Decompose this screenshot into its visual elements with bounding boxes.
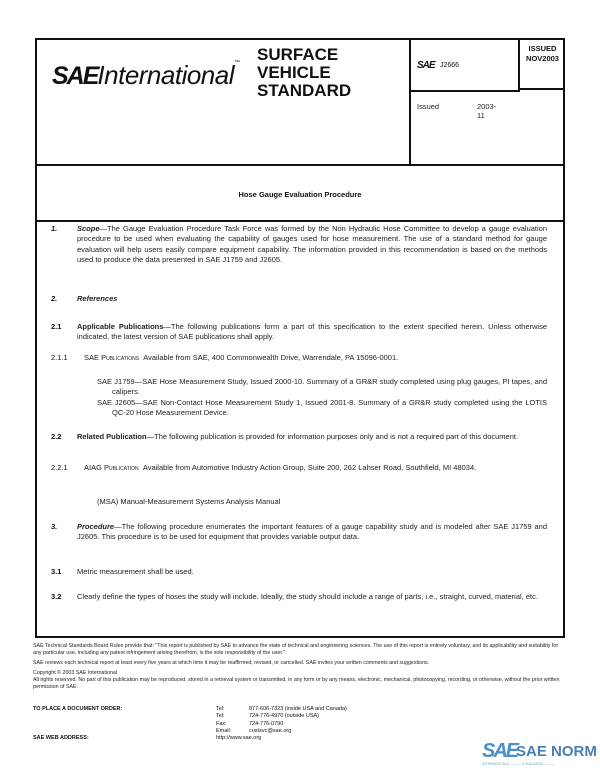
web-address-link[interactable]: http://www.sae.org — [216, 735, 262, 742]
section-procedure — [77, 522, 547, 543]
reference-item: SAE J2605—SAE Non-Contact Hose Measurement Study 1, Issued 2001-8. Summary of a GR&R study completed using the LOTIS QC-20 Hose Measurement Device. — [97, 398, 547, 418]
issued-badge — [520, 40, 565, 90]
footer-copyright: Copyright © 2003 SAE International — [33, 670, 117, 676]
contact-key: Tel: — [216, 713, 225, 720]
order-label: TO PLACE A DOCUMENT ORDER: — [33, 706, 123, 712]
section-number: 2.1.1 — [51, 353, 68, 362]
section-sae-publications — [84, 353, 547, 363]
document-title: Hose Gauge Evaluation Procedure — [238, 190, 362, 199]
document-number: J2666 — [440, 62, 460, 69]
document-number-cell — [411, 40, 520, 92]
sae-international-logo — [52, 60, 240, 91]
footer-review: SAE reviews each technical report at least every five years at which time it may be reaffirmed, revised, or cancelled. SAE invites your written comments and suggestions. — [33, 660, 430, 666]
issued-badge-date: NOV2003 — [526, 54, 559, 63]
contact-email-link[interactable]: custsvc@sae.org — [249, 727, 292, 734]
trademark-symbol: ™ — [234, 60, 241, 66]
section-number: 3.2 — [51, 592, 62, 601]
section-text: —The following procedure enumerates the important features of a gauge capability study and is modeled after SAE J1759 and J2605. This procedure is to be used for equipment that provides variable output data. — [77, 522, 547, 542]
section-heading: Procedure — [77, 522, 115, 531]
issued-label: Issued — [417, 102, 440, 111]
section-applicable-publications — [77, 322, 547, 343]
section-heading: SAE Publications — [84, 353, 140, 362]
document-header — [37, 40, 563, 166]
section-heading-references: References — [77, 294, 118, 303]
issued-row — [417, 102, 497, 120]
standard-type-line-3: STANDARD — [257, 81, 352, 100]
contact-phone-international[interactable]: 724-776-4970 (outside USA) — [249, 713, 320, 720]
section-text: —The following publications form a part of this specification to the extent specified herein. Unless otherwise indicated, the latest version of SAE publications shall apply. — [77, 322, 547, 342]
section-aiag-publication — [84, 463, 547, 473]
section-heading: AIAG Publication — [84, 463, 139, 472]
section-number: 2.2 — [51, 432, 62, 441]
section-number: 3. — [51, 522, 58, 531]
issued-date: 2003-11 — [477, 102, 497, 120]
sae-norm-watermark — [482, 740, 600, 776]
section-metric-measurement: Metric measurement shall be used. — [77, 567, 194, 576]
standard-type — [257, 46, 351, 100]
section-number: 2. — [51, 294, 58, 303]
watermark-sae-logo: SAE — [482, 740, 518, 762]
section-heading: Applicable Publications — [77, 322, 164, 331]
contact-phone-domestic[interactable]: 877-606-7323 (inside USA and Canada) — [249, 706, 347, 712]
section-number: 2.1 — [51, 322, 62, 331]
section-text: Available from Automotive Industry Action Group, Suite 200, 262 Lahser Road, Southfield, MI 48034. — [142, 463, 477, 472]
section-text: —The Gauge Evaluation Procedure Task Force was formed by the Non Hydraulic Hose Committee to develop a gauge evaluation procedure to be used when evaluating the capability of gauges used for hose measurement. The use of a standard method for gauge evaluation will help users easily compare equipment capability. The information provided in this recommendation is based on the methods used to produce the data presented in SAE J1759 and J2605. — [77, 224, 547, 265]
logo-sae-text: SAE — [52, 62, 98, 90]
watermark-name: SAE NORM — [516, 743, 597, 760]
section-number: 1. — [51, 224, 58, 233]
contact-fax: 724-776-0790 — [249, 720, 284, 727]
header-info-panel — [409, 40, 565, 164]
logo-international-text: International — [97, 60, 235, 90]
document-frame — [35, 38, 565, 638]
section-heading: Related Publication — [77, 432, 147, 441]
section-text: —The following publication is provided for information purposes only and is not a required part of this document. — [146, 432, 519, 441]
contact-key: Email: — [216, 727, 232, 734]
issued-badge-label: ISSUED — [528, 44, 557, 53]
reference-item: (MSA) Manual-Measurement Systems Analysis Manual — [97, 497, 281, 506]
legal-footer — [33, 643, 568, 694]
watermark-subtitle: INTERNATIONAL ——— STANDARDS ——— — [482, 762, 555, 766]
section-hose-types: Clearly define the types of hoses the study will include. Ideally, the study should include a range of parts, i.e., straight, curved, material, etc. — [77, 592, 538, 601]
sae-small-logo: SAE — [417, 60, 435, 71]
footer-rights: All rights reserved. No part of this publication may be reproduced, stored in a retrieval system or transmitted, in any form or by any means, electronic, mechanical, photocopying, recording, or otherwise, without the prior written permission of SAE. — [33, 677, 560, 690]
section-number: 3.1 — [51, 567, 62, 576]
section-heading: Scope — [77, 224, 100, 233]
section-number: 2.2.1 — [51, 463, 68, 472]
contact-key: Fax: — [216, 720, 227, 727]
footer-rules: SAE Technical Standards Board Rules provide that: "This report is published by SAE to advance the state of technical and engineering sciences. The use of this report is entirely voluntary, and its applicability and suitability for any particular use, including any patent infringement arising therefrom, is the sole responsibility of the user." — [33, 643, 559, 656]
standard-type-line-2: VEHICLE — [257, 63, 331, 82]
title-band — [37, 164, 563, 222]
web-address-label: SAE WEB ADDRESS: — [33, 735, 89, 741]
section-related-publication — [77, 432, 547, 442]
standard-type-line-1: SURFACE — [257, 45, 339, 64]
reference-item: SAE J1759—SAE Hose Measurement Study, Issued 2000-10. Summary of a GR&R study completed using plug gauges, PI tapes, and calipers. — [97, 377, 547, 397]
contact-key: Tel: — [216, 706, 225, 712]
section-text: Available from SAE, 400 Commonwealth Drive, Warrendale, PA 15096-0001. — [143, 353, 399, 362]
section-scope — [77, 224, 547, 266]
